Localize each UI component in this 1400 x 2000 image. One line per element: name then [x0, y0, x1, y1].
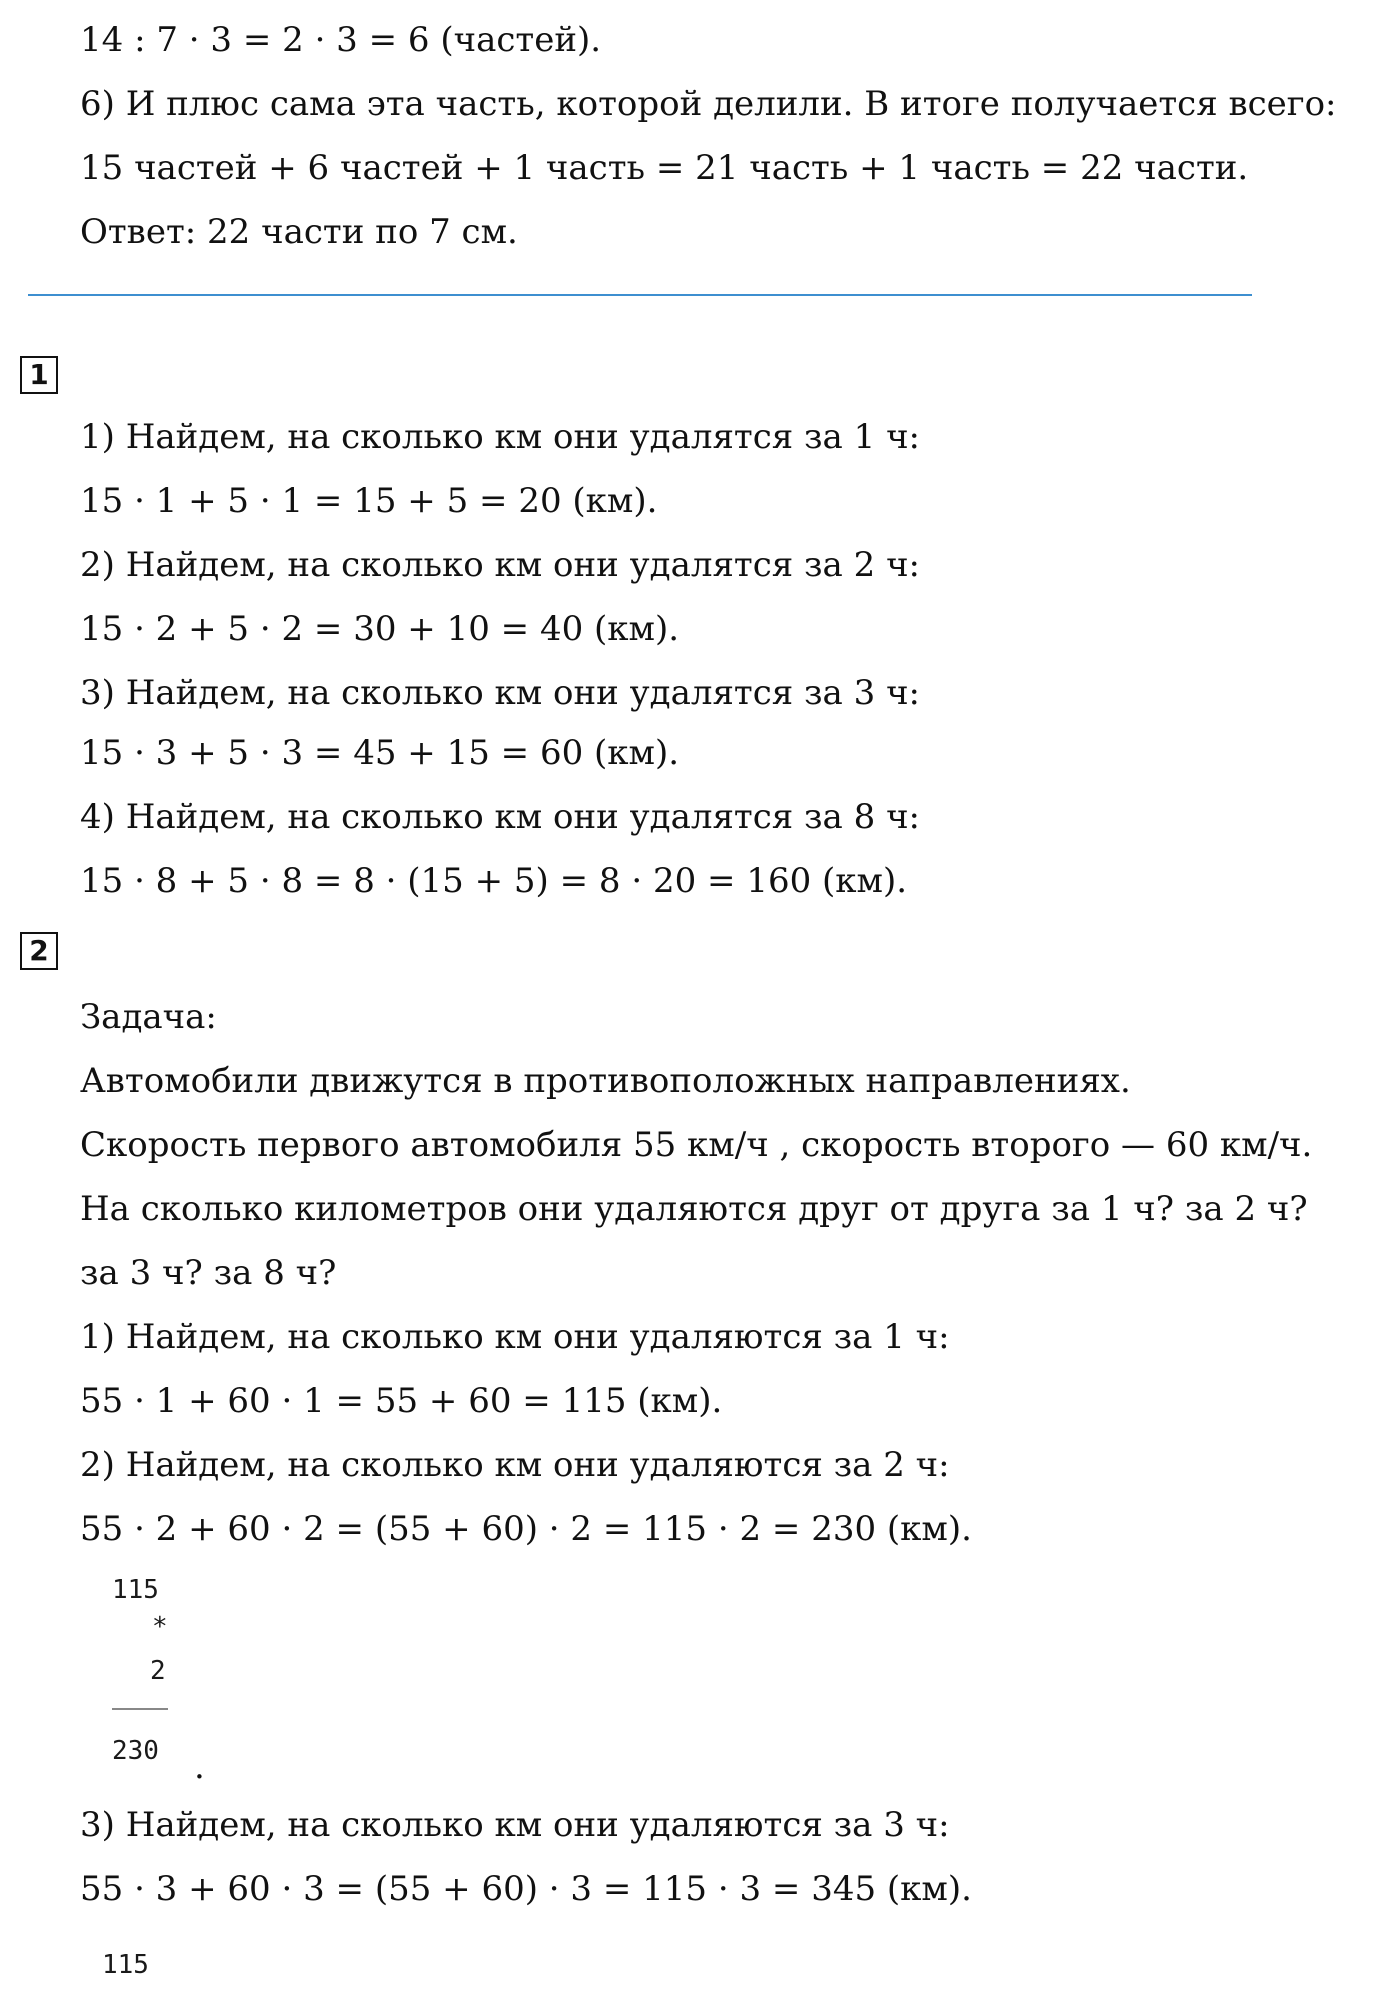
- calc-period: .: [194, 1747, 205, 1787]
- task2-line: 3) Найдем, на сколько км они удаляются за 3 ч:: [80, 1805, 950, 1845]
- answer-line: Ответ: 22 части по 7 см.: [80, 212, 518, 252]
- calc-multiplicand: 115: [102, 1950, 149, 1980]
- task2-line: 1) Найдем, на сколько км они удаляются за 1 ч:: [80, 1317, 950, 1357]
- calc-multiplier: 2: [150, 1656, 166, 1686]
- task2-line: 55 · 1 + 60 · 1 = 55 + 60 = 115 (км).: [80, 1381, 723, 1421]
- task2-line: На сколько километров они удаляются друг от друга за 1 ч? за 2 ч?: [80, 1189, 1308, 1229]
- task2-line: 55 · 2 + 60 · 2 = (55 + 60) · 2 = 115 · 2 = 230 (км).: [80, 1509, 972, 1549]
- task2-line: 55 · 3 + 60 · 3 = (55 + 60) · 3 = 115 · 3 = 345 (км).: [80, 1869, 972, 1909]
- text-line: 6) И плюс сама эта часть, которой делили. В итоге получается всего:: [80, 84, 1337, 124]
- task-number-2: 2: [20, 932, 58, 970]
- task2-line: Задача:: [80, 997, 217, 1037]
- task2-line: за 3 ч? за 8 ч?: [80, 1253, 337, 1293]
- task-number-1: 1: [20, 356, 58, 394]
- task1-line: 2) Найдем, на сколько км они удалятся за 2 ч:: [80, 545, 921, 585]
- text-line: 15 частей + 6 частей + 1 часть = 21 часть + 1 часть = 22 части.: [80, 148, 1249, 188]
- section-divider: [28, 294, 1252, 296]
- task1-line: 4) Найдем, на сколько км они удалятся за 8 ч:: [80, 797, 921, 837]
- calc-multiplicand: 115: [112, 1575, 159, 1605]
- task1-line: 15 · 1 + 5 · 1 = 15 + 5 = 20 (км).: [80, 481, 658, 521]
- calc-rule: [112, 1708, 168, 1710]
- task1-line: 15 · 2 + 5 · 2 = 30 + 10 = 40 (км).: [80, 609, 680, 649]
- calc-result: 230: [112, 1736, 159, 1766]
- task1-line: 3) Найдем, на сколько км они удалятся за 3 ч:: [80, 673, 921, 713]
- task1-line: 1) Найдем, на сколько км они удалятся за 1 ч:: [80, 417, 921, 457]
- task2-line: Автомобили движутся в противоположных направлениях.: [80, 1061, 1131, 1101]
- task2-line: 2) Найдем, на сколько км они удаляются за 2 ч:: [80, 1445, 950, 1485]
- task1-line: 15 · 3 + 5 · 3 = 45 + 15 = 60 (км).: [80, 733, 680, 773]
- calc-operator: *: [152, 1612, 168, 1642]
- task2-line: Скорость первого автомобиля 55 км/ч , скорость второго — 60 км/ч.: [80, 1125, 1313, 1165]
- text-line: 14 : 7 · 3 = 2 · 3 = 6 (частей).: [80, 20, 602, 60]
- task1-line: 15 · 8 + 5 · 8 = 8 · (15 + 5) = 8 · 20 = 160 (км).: [80, 861, 908, 901]
